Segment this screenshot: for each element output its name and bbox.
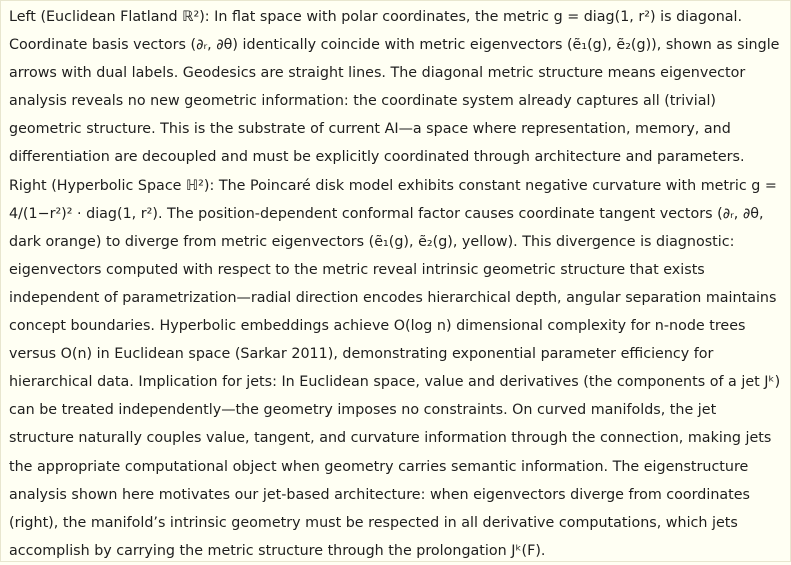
figure-caption: Left (Euclidean Flatland ℝ²): In flat space with polar coordinates, the metric g = diag(1, r²) is diagonal. Coordinate basis vectors (∂ᵣ, ∂θ) identically coincide with metric eigenvectors (ẽ₁(g), ẽ₂(g)), shown as single arrows with dual labels. Geodesics are straight lines. The diagonal metric structure means eigenvector analysis reveals no new geometric information: the coordinate system already captures all (trivial) geometric structure. This is the substrate of current AI—a space where representation, memory, and differentiation are decoupled and must be explicitly coordinated through architecture and parameters. Right (Hyperbolic Space ℍ²): The Poincaré disk model exhibits constant negative curvature with metric g = 4/(1−r²)² · diag(1, r²). The position-dependent conformal factor causes coordinate tangent vectors (∂ᵣ, ∂θ, dark orange) to diverge from metric eigenvectors (ẽ₁(g), ẽ₂(g), yellow). This divergence is diagnostic: eigenvectors computed with respect to the metric reveal intrinsic geometric structure that exists independent of parametrization—radial direction encodes hierarchical depth, angular separation maintains concept boundaries. Hyperbolic embeddings achieve O(log n) dimensional complexity for n-node trees versus O(n) in Euclidean space (Sarkar 2011), demonstrating exponential parameter efficiency for hierarchical data. Implication for jets: In Euclidean space, value and derivatives (the components of a jet Jᵏ) can be treated independently—the geometry imposes no constraints. On curved manifolds, the jet structure naturally couples value, tangent, and curvature information through the connection, making jets the appropriate computational object when geometry carries semantic information. The eigenstructure analysis shown here motivates our jet-based architecture: when eigenvectors diverge from coordinates (right), the manifold’s intrinsic geometry must be respected in all derivative computations, which jets accomplish by carrying the metric structure through the prolongation Jᵏ(F). xyxy=(9,9,781,559)
